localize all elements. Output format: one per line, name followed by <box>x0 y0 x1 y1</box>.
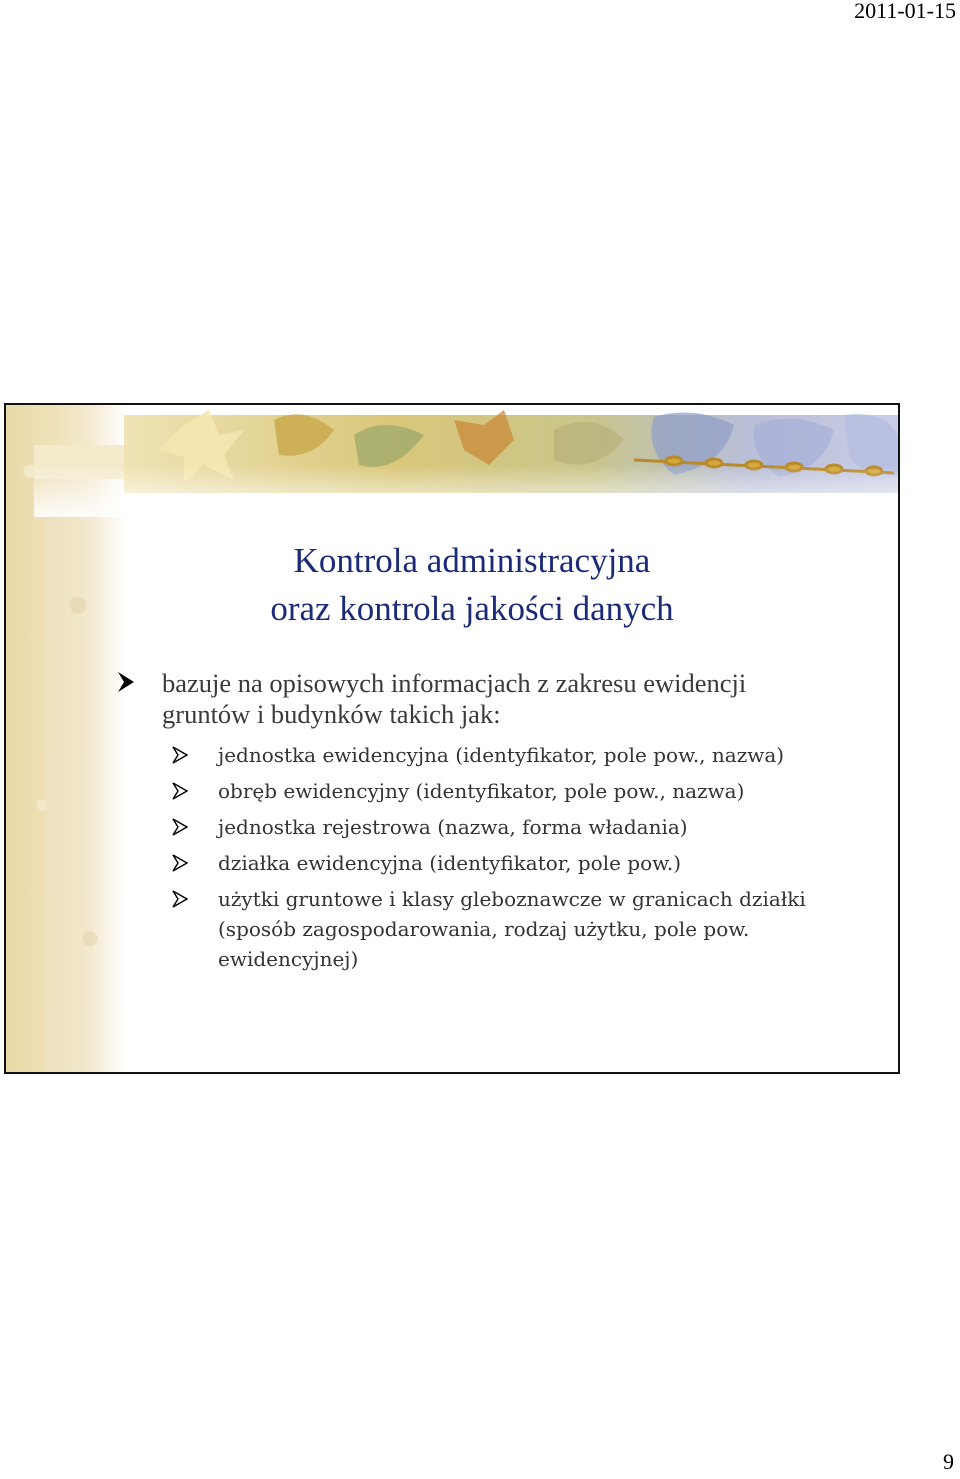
slide-title-line-2: oraz kontrola jakości danych <box>270 589 674 628</box>
main-bullet-text: bazuje na opisowych informacjach z zakresu ewidencji gruntów i budynków takich jak: <box>162 668 747 729</box>
sub-bullet-list <box>116 740 836 974</box>
page-date: 2011-01-15 <box>854 0 956 23</box>
decorative-leaf-banner <box>34 405 898 517</box>
sub-bullet-text: użytki gruntowe i klasy gleboznawcze w granicach działki (sposób zagospodarowania, rodzaj użytku, pole pow. ewidencyjnej) <box>218 887 806 971</box>
arrowhead-bullet-icon <box>172 782 188 800</box>
sub-bullet <box>116 776 836 806</box>
slide-title-line-1: Kontrola administracyjna <box>293 541 651 580</box>
arrowhead-bullet-icon <box>116 670 136 694</box>
arrowhead-bullet-icon <box>172 818 188 836</box>
page-number: 9 <box>943 1449 954 1474</box>
arrowhead-bullet-icon <box>172 854 188 872</box>
sub-bullet <box>116 848 836 878</box>
arrowhead-bullet-icon <box>172 890 188 908</box>
slide-title <box>106 537 838 633</box>
decorative-left-fade <box>46 475 106 1072</box>
sub-bullet <box>116 812 836 842</box>
bullet-list <box>116 668 836 980</box>
arrowhead-bullet-icon <box>172 746 188 764</box>
sub-bullet <box>116 884 836 974</box>
leaf-banner-graphic <box>34 405 898 517</box>
sub-bullet-text: jednostka ewidencyjna (identyfikator, pole pow., nazwa) <box>218 743 785 767</box>
sub-bullet-text: działka ewidencyjna (identyfikator, pole pow.) <box>218 851 682 875</box>
sub-bullet-text: jednostka rejestrowa (nazwa, forma władania) <box>218 815 688 839</box>
sub-bullet-text: obręb ewidencyjny (identyfikator, pole pow., nazwa) <box>218 779 745 803</box>
sub-bullet <box>116 740 836 770</box>
main-bullet <box>116 668 836 730</box>
slide <box>4 403 900 1074</box>
